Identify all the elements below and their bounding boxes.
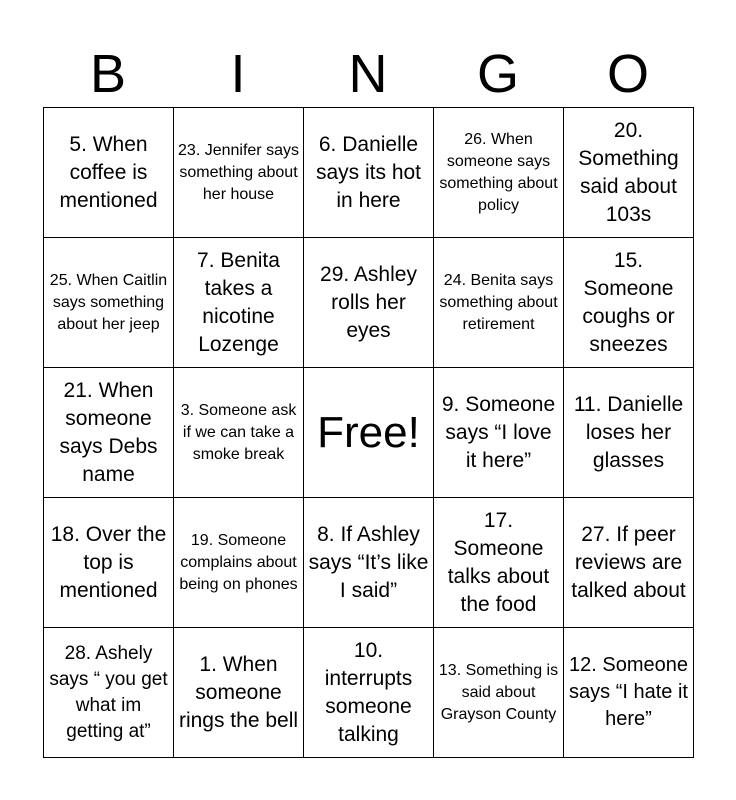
header-letter-o: O [606,44,649,104]
bingo-cell[interactable]: 7. Benita takes a nicotine Lozenge [174,238,304,368]
bingo-cell[interactable]: 8. If Ashley says “It’s like I said” [304,498,434,628]
bingo-cell[interactable]: 11. Danielle loses her glasses [564,368,694,498]
bingo-cell[interactable]: 15. Someone coughs or sneezes [564,238,694,368]
board-row [44,628,694,758]
bingo-cell[interactable]: 29. Ashley rolls her eyes [304,238,434,368]
header-letter-g: G [476,44,519,104]
bingo-cell[interactable]: 18. Over the top is mentioned [44,498,174,628]
header-letter-b: B [89,44,127,104]
board-row [44,108,694,238]
board-row [44,368,694,498]
bingo-cell[interactable]: 9. Someone says “I love it here” [434,368,564,498]
bingo-cell[interactable]: 1. When someone rings the bell [174,628,304,758]
board-row [44,238,694,368]
bingo-header [43,40,693,108]
bingo-cell[interactable]: 27. If peer reviews are talked about [564,498,694,628]
free-space-cell[interactable]: Free! [304,368,434,498]
bingo-cell[interactable]: 23. Jennifer says something about her house [174,108,304,238]
header-letter-n: N [348,44,388,104]
bingo-cell[interactable]: 3. Someone ask if we can take a smoke break [174,368,304,498]
bingo-cell[interactable]: 28. Ashely says “ you get what im getting at” [44,628,174,758]
bingo-cell[interactable]: 20. Something said about 103s [564,108,694,238]
bingo-cell[interactable]: 10. interrupts someone talking [304,628,434,758]
bingo-cell[interactable]: 5. When coffee is mentioned [44,108,174,238]
bingo-cell[interactable]: 21. When someone says Debs name [44,368,174,498]
bingo-cell[interactable]: 26. When someone says something about policy [434,108,564,238]
bingo-cell[interactable]: 19. Someone complains about being on phones [174,498,304,628]
bingo-board [43,107,694,758]
bingo-cell[interactable]: 12. Someone says “I hate it here” [564,628,694,758]
bingo-cell[interactable]: 24. Benita says something about retirement [434,238,564,368]
board-row [44,498,694,628]
bingo-cell[interactable]: 13. Something is said about Grayson County [434,628,564,758]
bingo-cell[interactable]: 17. Someone talks about the food [434,498,564,628]
bingo-cell[interactable]: 25. When Caitlin says something about her jeep [44,238,174,368]
bingo-cell[interactable]: 6. Danielle says its hot in here [304,108,434,238]
header-letter-i: I [230,44,246,104]
